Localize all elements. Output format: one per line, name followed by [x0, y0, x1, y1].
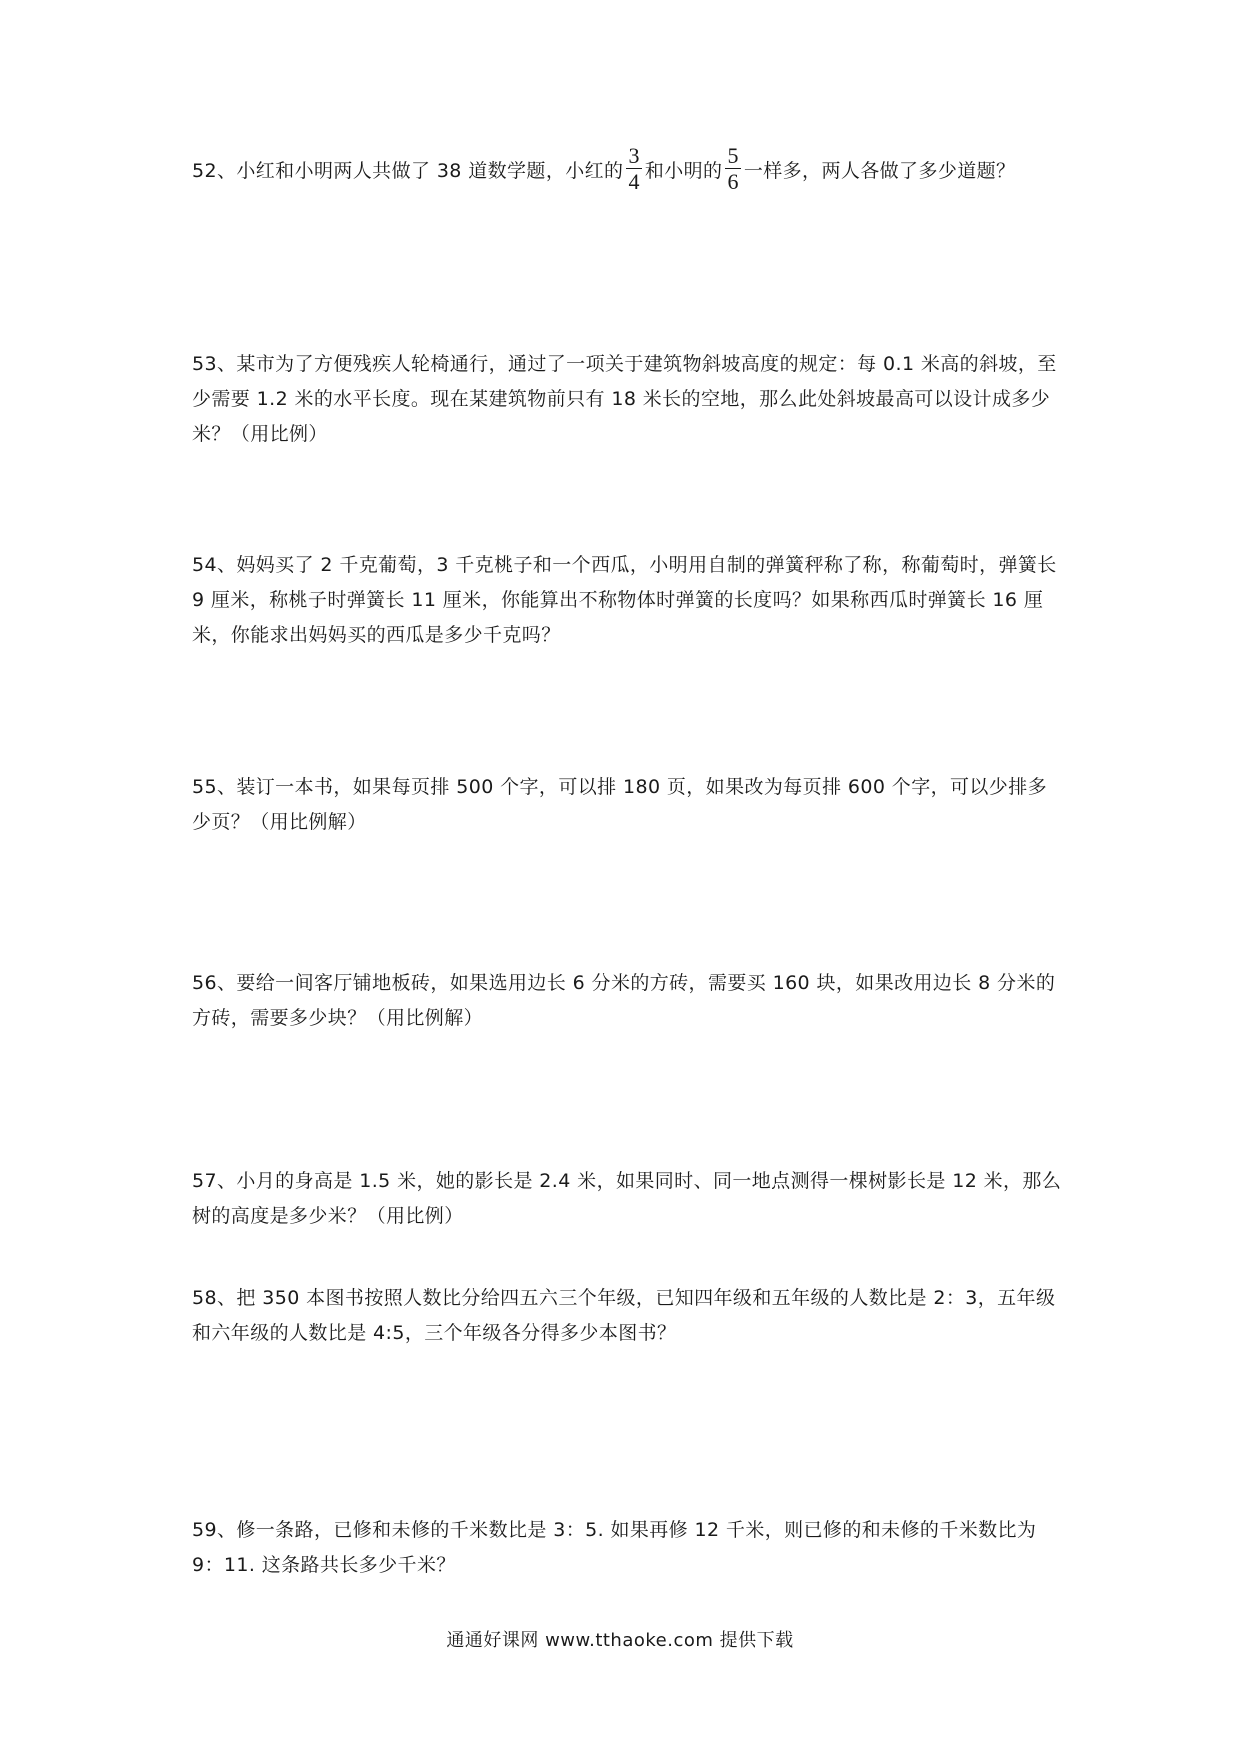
- fraction-numerator: 5: [727, 143, 739, 168]
- fraction-denominator: 6: [727, 169, 739, 194]
- fraction-numerator: 3: [628, 143, 640, 168]
- problem-52-text-middle: 和小明的: [644, 160, 723, 182]
- fraction-5-6: [725, 143, 740, 194]
- problem-52-text-end: 一样多，两人各做了多少道题？: [743, 160, 1016, 182]
- page-footer: 通通好课网 www.tthaoke.com 提供下载: [446, 1630, 794, 1651]
- fraction-denominator: 4: [628, 169, 640, 194]
- problem-59: 59、修一条路，已修和未修的千米数比是 3：5. 如果再修 12 千米，则已修的和未修的千米数比为 9：11. 这条路共长多少千米？: [192, 1519, 1037, 1576]
- fraction-3-4: [626, 143, 641, 194]
- problem-57: 57、小月的身高是 1.5 米，她的影长是 2.4 米，如果同时、同一地点测得一棵树影长是 12 米，那么树的高度是多少米？（用比例）: [192, 1170, 1062, 1227]
- problem-54: 54、妈妈买了 2 千克葡萄，3 千克桃子和一个西瓜，小明用自制的弹簧秤称了称，称葡萄时，弹簧长 9 厘米，称桃子时弹簧长 11 厘米，你能算出不称物体时弹簧的长度吗？如果称西瓜时弹簧长 16 厘米，你能求出妈妈买的西瓜是多少千克吗？: [192, 554, 1057, 646]
- problem-56: 56、要给一间客厅铺地板砖，如果选用边长 6 分米的方砖，需要买 160 块，如果改用边长 8 分米的方砖，需要多少块？（用比例解）: [192, 972, 1056, 1029]
- problem-52-text-start: 52、小红和小明两人共做了 38 道数学题，小红的: [192, 160, 624, 182]
- problem-58: 58、把 350 本图书按照人数比分给四五六三个年级，已知四年级和五年级的人数比是 2：3，五年级和六年级的人数比是 4:5，三个年级各分得多少本图书？: [192, 1287, 1056, 1344]
- problem-52: [192, 143, 1062, 197]
- problem-53: 53、某市为了方便残疾人轮椅通行，通过了一项关于建筑物斜坡高度的规定：每 0.1 米高的斜坡，至少需要 1.2 米的水平长度。现在某建筑物前只有 18 米长的空地，那么此处斜坡最高可以设计成多少米？（用比例）: [192, 353, 1057, 445]
- problem-55: 55、装订一本书，如果每页排 500 个字，可以排 180 页，如果改为每页排 600 个字，可以少排多少页？（用比例解）: [192, 776, 1048, 833]
